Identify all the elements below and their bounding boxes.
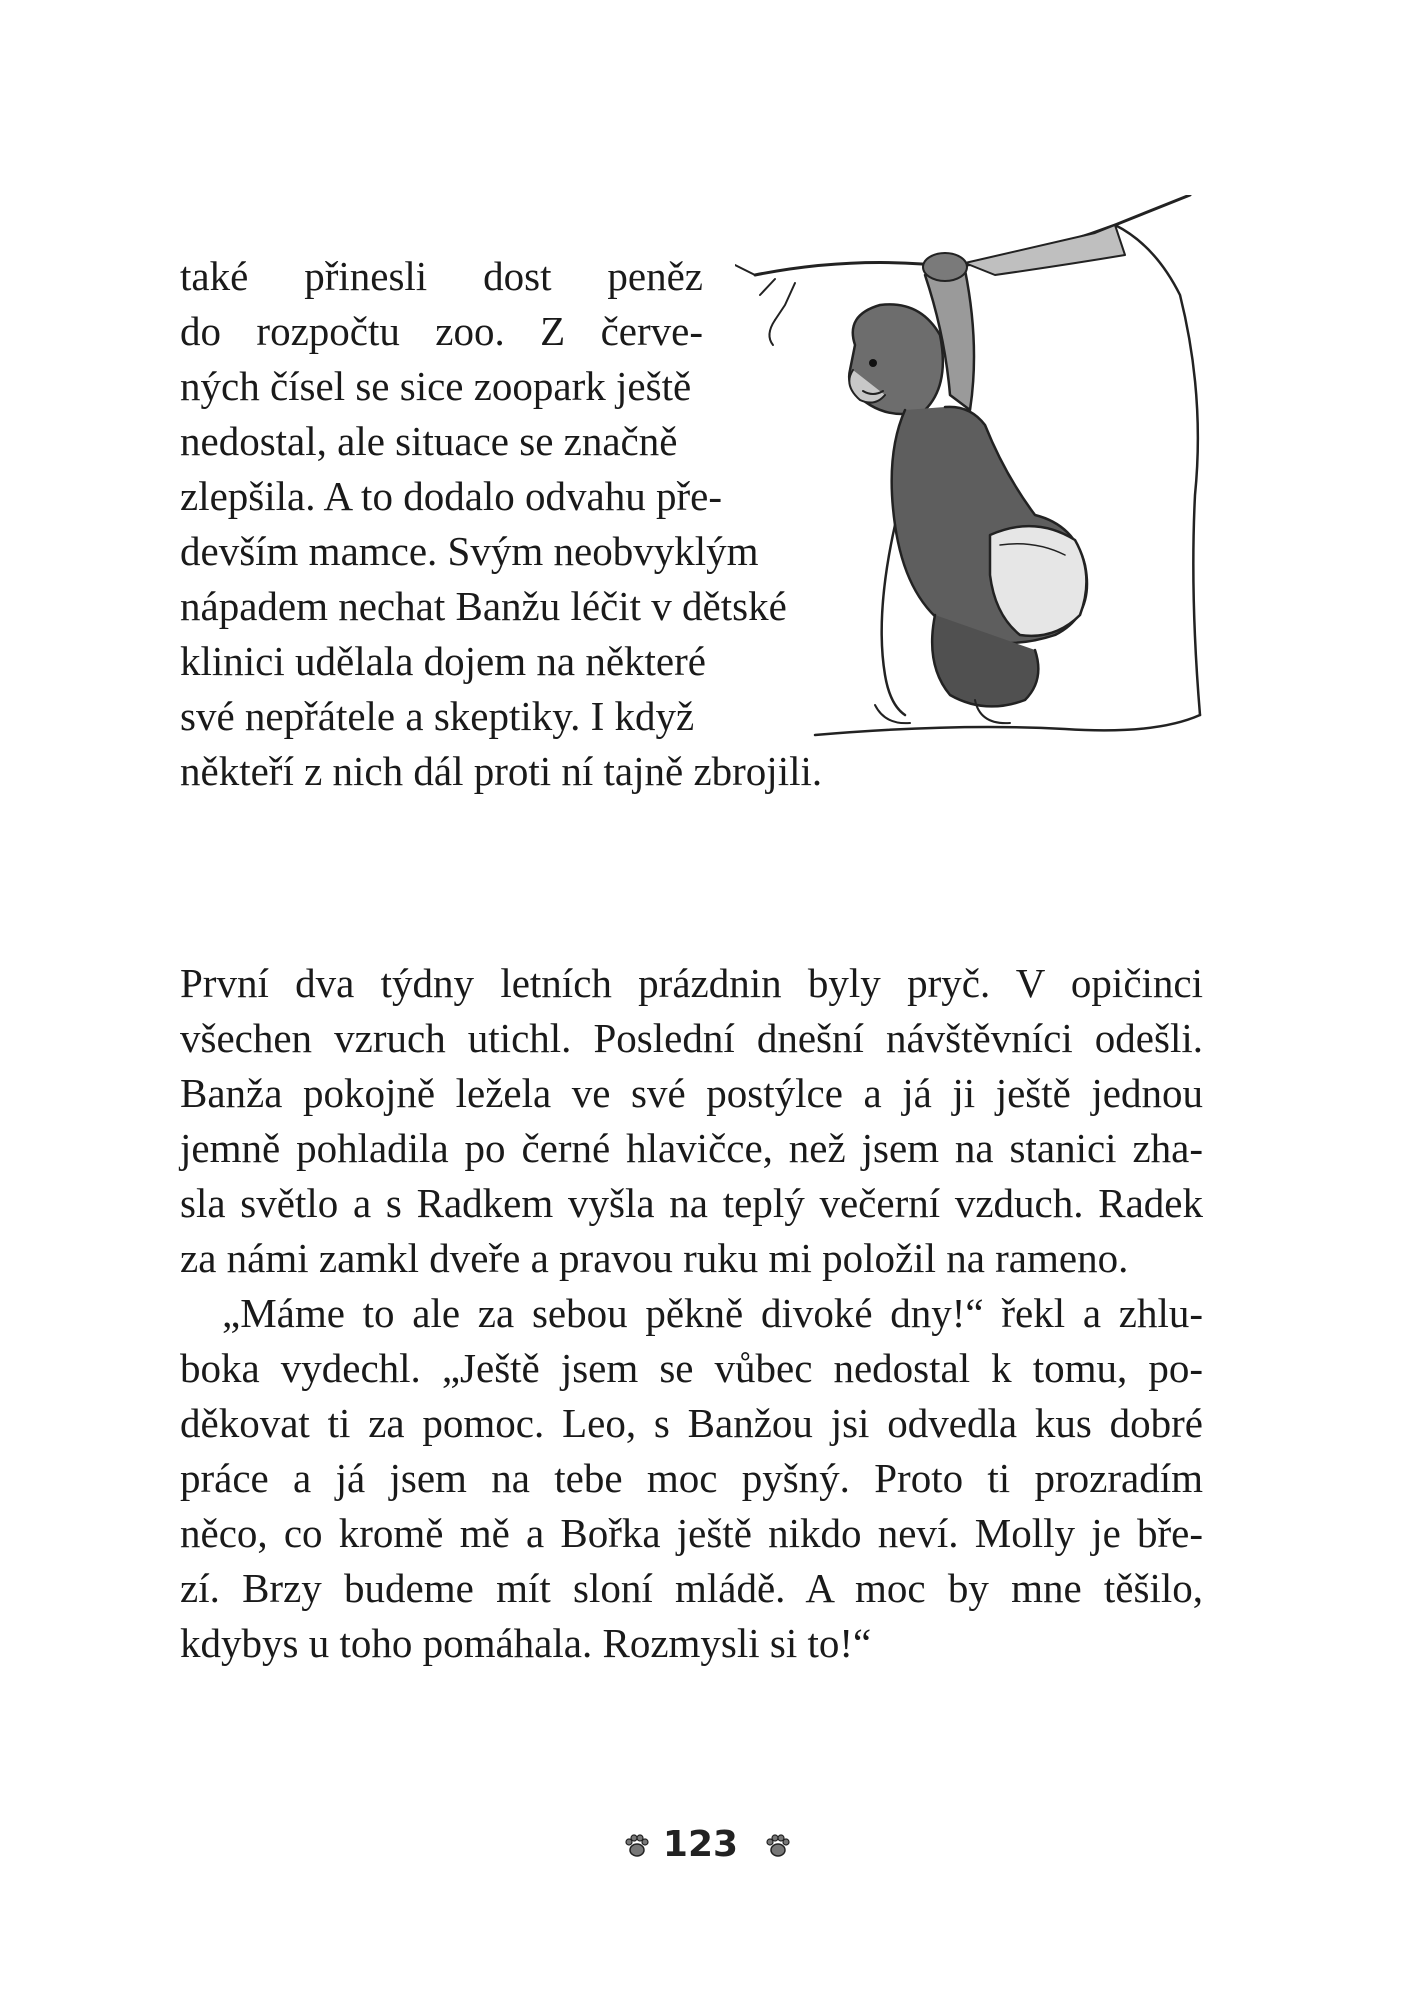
text-line: ných čísel se sice zoopark ještě (180, 363, 692, 409)
text-line: své nepřátele a skeptiky. I když (180, 693, 695, 739)
page-number: 123 (662, 1824, 739, 1865)
text-line: děkovat ti za pomoc. Leo, s Banžou jsi odvedla kus dobré (180, 1400, 1203, 1446)
text-line: zlepšila. A to dodalo odvahu pře- (180, 473, 722, 519)
text-line: sla světlo a s Radkem vyšla na teplý večerní vzduch. Radek (180, 1180, 1203, 1226)
text-line: něco, co kromě mě a Bořka ještě nikdo neví. Molly je bře- (180, 1510, 1203, 1556)
text-line: někteří z nich dál proti ní tajně zbrojili. (180, 748, 823, 794)
text-line: jemně pohladila po černé hlavičce, než jsem na stanici zha- (180, 1125, 1203, 1171)
text-line: nedostal, ale situace se značně (180, 418, 678, 464)
text-line: všechen vzruch utichl. Poslední dnešní návštěvníci odešli. (180, 1015, 1203, 1061)
text-line: První dva týdny letních prázdnin byly pryč. V opičinci (180, 960, 1203, 1006)
text-line: kdybys u toho pomáhala. Rozmysli si to!“ (180, 1620, 872, 1666)
text-line: do rozpočtu zoo. Z červe- (180, 308, 703, 354)
text-line: za námi zamkl dveře a pravou ruku mi položil na rameno. (180, 1235, 1129, 1281)
text-line: zí. Brzy budeme mít sloní mládě. A moc by mne těšilo, (180, 1565, 1203, 1611)
text-line: boka vydechl. „Ještě jsem se vůbec nedostal k tomu, po- (180, 1345, 1203, 1391)
text-line: také přinesli dost peněz (180, 253, 703, 299)
text-line: Banža pokojně ležela ve své postýlce a já ji ještě jednou (180, 1070, 1203, 1116)
text-line: devším mamce. Svým neobvyklým (180, 528, 759, 574)
text-line: nápadem nechat Banžu léčit v dětské (180, 583, 787, 629)
monkey-illustration (735, 195, 1235, 755)
paw-print-icon (624, 1833, 650, 1859)
text-line: „Máme to ale za sebou pěkně divoké dny!“ řekl a zhlu- (222, 1290, 1203, 1336)
page-footer (0, 1825, 1415, 1865)
text-line: práce a já jsem na tebe moc pyšný. Proto ti prozradím (180, 1455, 1203, 1501)
text-line: klinici udělala dojem na některé (180, 638, 706, 684)
paw-print-icon (765, 1833, 791, 1859)
